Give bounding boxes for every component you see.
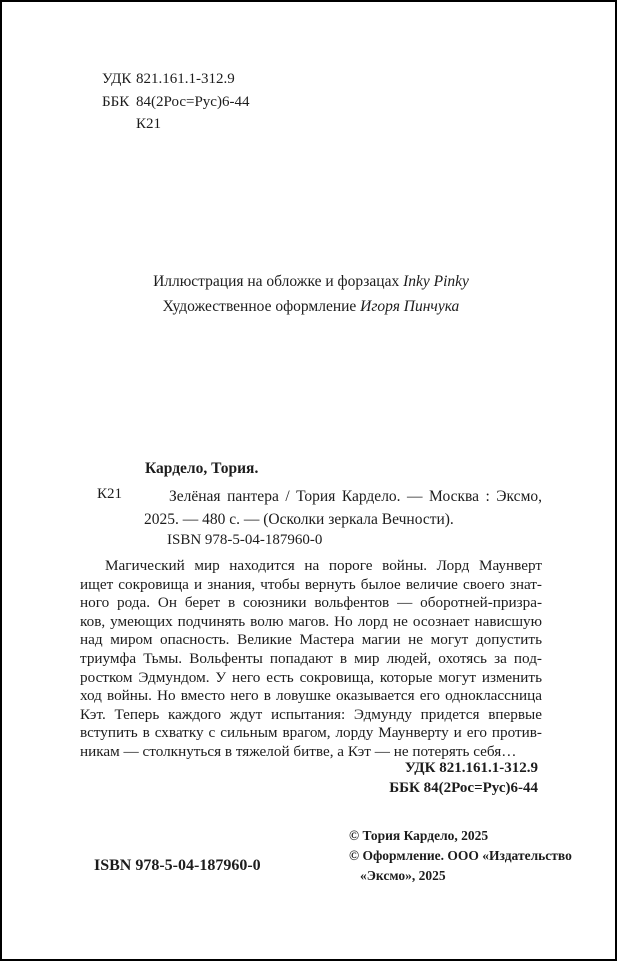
bbk-label: ББК (102, 93, 130, 110)
text-line: ного рода. Он берет в союзники вольфентов — оборотней-призра- (80, 594, 542, 612)
text-line: ростком Эдмундом. У него есть сокровища, которые могут изменить (80, 668, 542, 686)
text-line: ход войны. Но вместо него в ловушке оказывается его одноклассница (80, 687, 542, 705)
record-isbn: ISBN 978-5-04-187960-0 (167, 532, 323, 548)
bbk-row (102, 91, 249, 114)
author-code-row (102, 113, 249, 136)
copyright-block (349, 826, 572, 886)
text-line: © Оформление. ООО «Издательство (349, 848, 572, 863)
text-line: УДК 821.161.1-312.9 (404, 760, 538, 776)
text-line: 2025. — 480 с. — (Осколки зеркала Вечности). (144, 511, 454, 528)
annotation-paragraph (80, 557, 542, 762)
illustration-credits (80, 269, 542, 319)
design-credit (80, 294, 542, 319)
text-line: ББК 84(2Рос=Рус)6-44 (389, 780, 538, 796)
cover-illustration-credit (80, 269, 542, 294)
text-line: триумфа Тьмы. Вольфенты попадают в мир людей, охотясь за под- (80, 649, 542, 667)
udk-row (102, 68, 249, 91)
bbk-value: 84(2Рос=Рус)6-44 (136, 93, 250, 110)
text-line: Кэт. Теперь каждого ждут испытания: Эдмунду придется впервые (80, 705, 542, 723)
record-code: К21 (97, 486, 123, 502)
text-line: Магический мир находится на пороге войны. Лорд Маунверт (105, 557, 542, 574)
udk-bbk-footer (389, 758, 538, 798)
text-line: никам — столкнуться в тяжелой битве, а Кэт — не потерять себя… (80, 742, 517, 760)
udk-label: УДК (102, 71, 132, 87)
text-line: Зелёная пантера / Тория Кардело. — Москва : Эксмо, (169, 488, 542, 505)
text-line: над миром опасность. Великие Мастера магии не могут допустить (80, 631, 542, 649)
udk-bbk-block (102, 68, 249, 136)
text-line: «Эксмо», 2025 (360, 868, 446, 883)
author-code-value: К21 (136, 116, 162, 132)
cover-illustrator-name: Inky Pinky (403, 273, 469, 290)
design-credit-text: Художественное оформление (162, 298, 361, 315)
cover-illustration-credit-text: Иллюстрация на обложке и форзацах (153, 273, 404, 290)
author-heading: Кардело, Тория. (145, 460, 259, 477)
designer-name: Игоря Пинчука (360, 298, 460, 315)
text-line: вступить в схватку с сильным врагом, лорду Маунверту и его против- (80, 724, 542, 742)
text-line: ков, умеющих подчинять волю магов. Но лорд не осознает нависшую (80, 612, 542, 630)
udk-value: 821.161.1-312.9 (136, 71, 235, 87)
text-line: ищет сокровища и знания, чтобы вернуть былое величие своего знат- (80, 575, 542, 593)
text-line: © Тория Кардело, 2025 (349, 828, 489, 843)
isbn-bottom: ISBN 978-5-04-187960-0 (94, 857, 261, 874)
bibliographic-record (144, 485, 542, 531)
